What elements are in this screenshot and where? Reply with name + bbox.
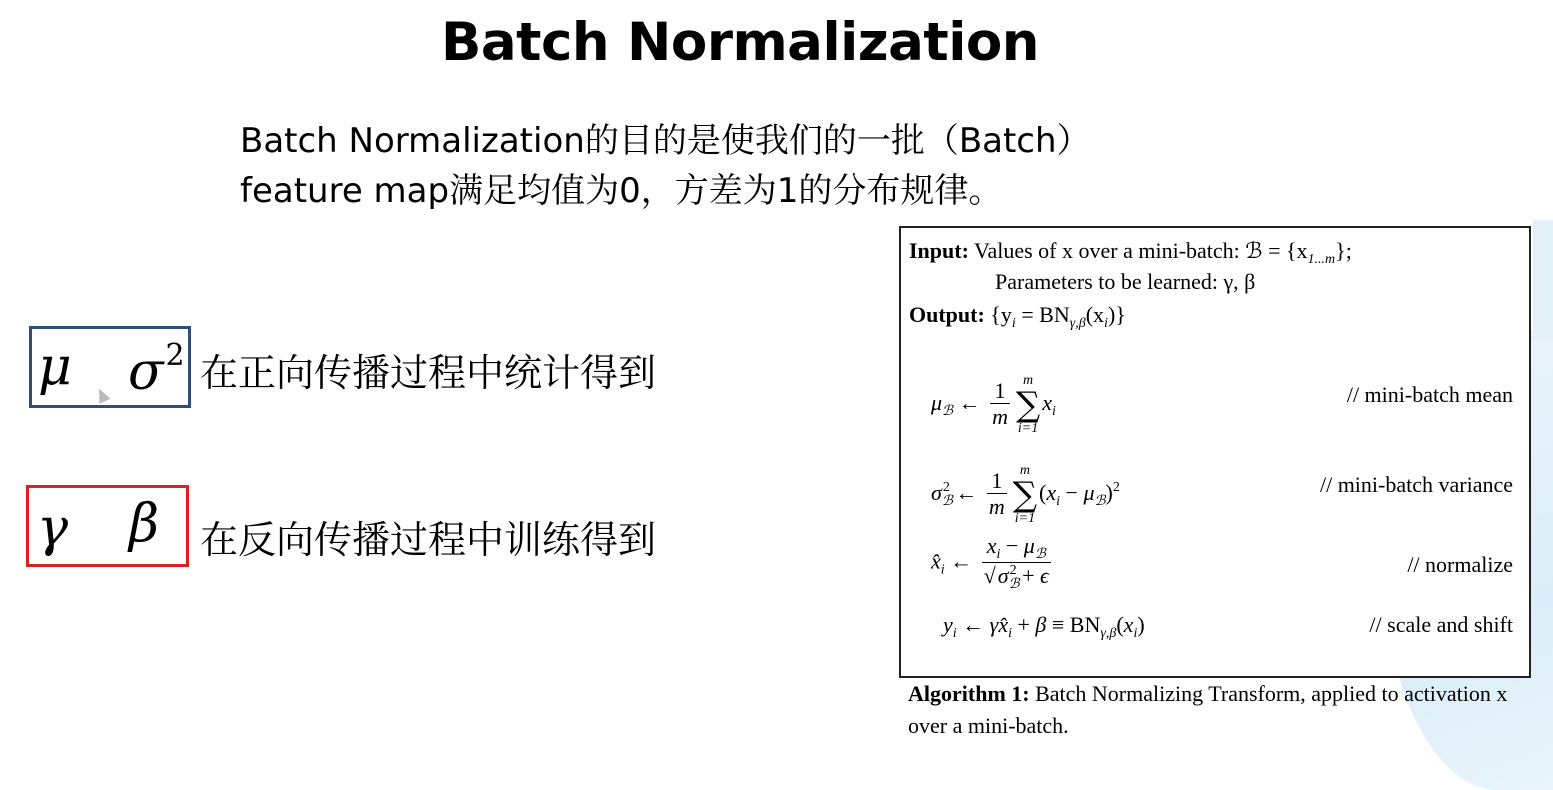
algo-output-text: {y: [990, 302, 1012, 327]
algo-input-line: [909, 238, 1352, 268]
sigma-exponent: 2: [165, 338, 185, 373]
mean-comment: // mini-batch mean: [1346, 382, 1513, 407]
normalize-comment: // normalize: [1407, 552, 1513, 577]
algorithm-caption: [908, 678, 1528, 742]
algo-input-text: Values of x over a mini-batch: ℬ = {x: [974, 238, 1308, 263]
algo-output-sub-i2: i: [1104, 316, 1108, 331]
background-decoration-edge: [1533, 220, 1553, 340]
algo-input-label: Input:: [909, 238, 969, 263]
intro-line-2: feature map满足均值为0，方差为1的分布规律。: [240, 171, 1003, 211]
variance-formula: $\sigma_ℬ^2$ ← $\frac{1}{m}$ m ∑ i=1 $(x_i - \mu_ℬ)^2$: [931, 463, 1120, 526]
algo-output-line: [909, 302, 1126, 332]
scale-shift-equation: [931, 610, 1521, 650]
sigma-squared-symbol: [128, 338, 185, 402]
mu-symbol: μ: [38, 337, 72, 397]
backward-description: 在反向传播过程中训练得到: [200, 518, 657, 562]
beta-symbol: β: [129, 494, 160, 554]
backward-symbols-box: [26, 485, 189, 567]
algo-output-mid: = BN: [1015, 302, 1070, 327]
algo-output-sub-gb: γ,β: [1069, 316, 1086, 331]
scale-shift-comment: // scale and shift: [1369, 612, 1513, 637]
mean-equation: [931, 358, 1521, 436]
scale-shift-formula: $y_i$ ← $\gamma x̂_i + \beta \equiv BN_{\gamma,\beta}(x_i)$: [943, 612, 1145, 641]
slide-title: Batch Normalization: [440, 12, 1040, 73]
algo-output-sub-i: i: [1011, 316, 1016, 331]
intro-line-1: Batch Normalization的目的是使我们的一批（Batch）: [240, 121, 1091, 161]
caption-text: Batch Normalizing Transform, applied to activation x over a mini-batch.: [908, 681, 1508, 738]
algo-input-sub: 1...m: [1307, 252, 1336, 267]
variance-equation: [931, 448, 1521, 526]
algo-output-end2: )}: [1107, 302, 1126, 327]
algorithm-box: [899, 226, 1531, 678]
forward-symbols-box: [29, 326, 191, 408]
algo-output-label: Output:: [909, 302, 985, 327]
sigma-symbol: σ: [128, 342, 164, 402]
normalize-formula: $x̂_i$ ← $\frac{x_i - \mu_ℬ}{√\sigma_ℬ^2 + \epsilon}$: [931, 533, 1049, 593]
algo-output-end: (x: [1085, 302, 1105, 327]
normalize-equation: [931, 532, 1521, 602]
caption-label: Algorithm 1:: [908, 681, 1030, 706]
gamma-symbol: γ: [37, 498, 69, 558]
variance-comment: // mini-batch variance: [1319, 472, 1513, 497]
forward-description: 在正向传播过程中统计得到: [200, 351, 657, 395]
algo-input-end: };: [1335, 238, 1352, 263]
algo-params-line: Parameters to be learned: γ, β: [995, 269, 1256, 294]
mean-formula: $\mu_ℬ$ ← $\frac{1}{m}$ m ∑ i=1 $x_i$: [931, 373, 1056, 436]
